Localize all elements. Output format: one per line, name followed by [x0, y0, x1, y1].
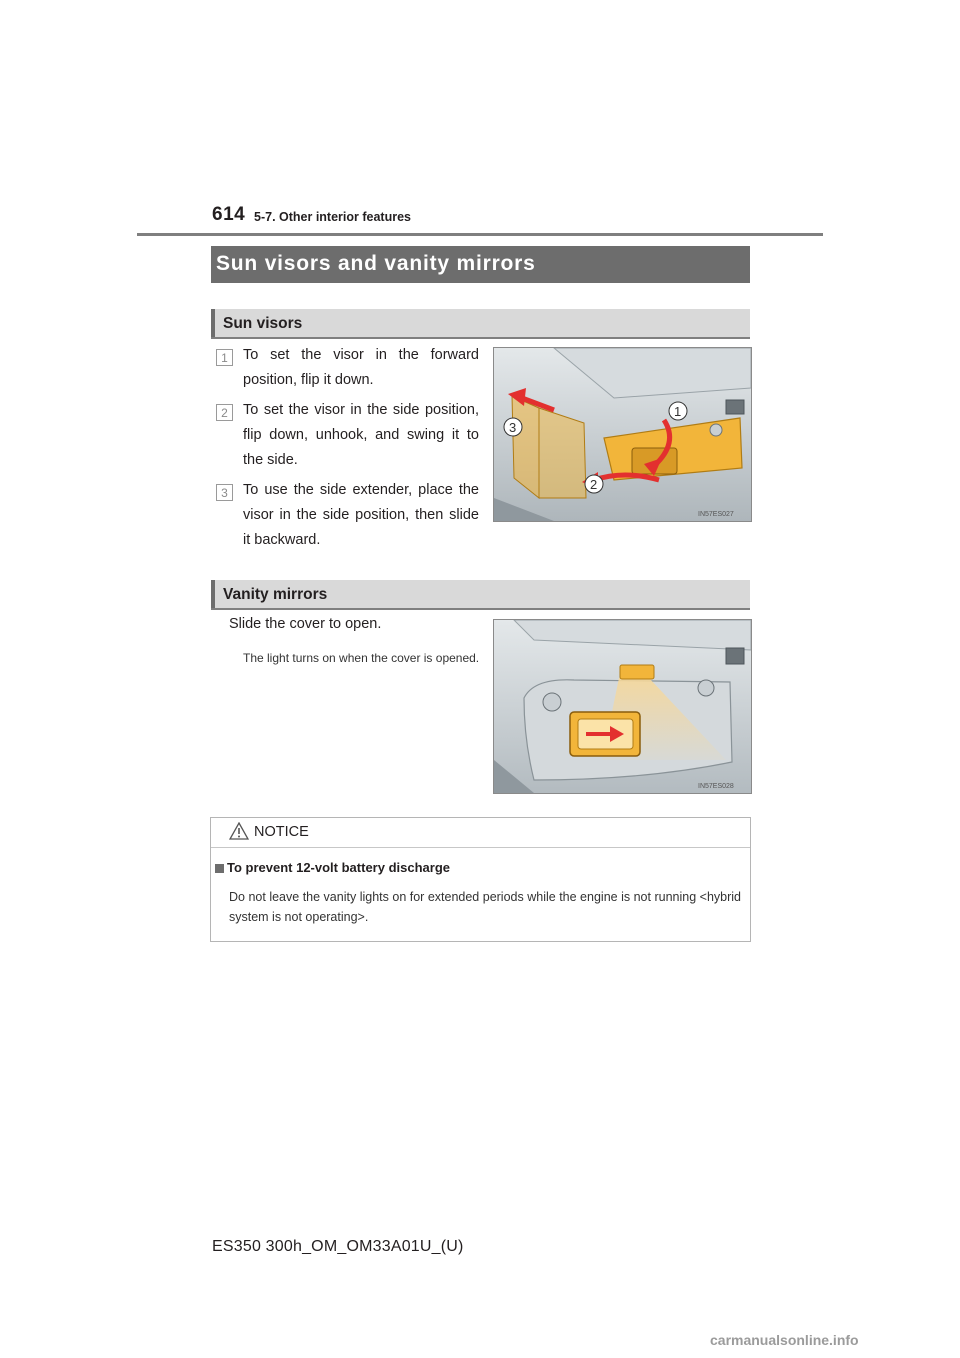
- vanity-mirrors-heading: Vanity mirrors: [223, 586, 328, 603]
- step-number-3: 3: [216, 484, 233, 501]
- heading-underline: [211, 608, 750, 610]
- warning-icon: [229, 822, 249, 840]
- vanity-mirror-illustration: [493, 619, 752, 794]
- vanity-instruction: Slide the cover to open.: [229, 616, 382, 632]
- vanity-mirrors-heading-bar: [211, 580, 750, 608]
- page-title: Sun visors and vanity mirrors: [216, 252, 536, 275]
- heading-stripe: [211, 309, 215, 337]
- svg-text:3: 3: [509, 420, 517, 435]
- sun-visors-heading: Sun visors: [223, 315, 303, 332]
- vanity-mirror-drawing: [494, 620, 751, 793]
- step-number-1: 1: [216, 349, 233, 366]
- watermark: carmanualsonline.info: [710, 1332, 859, 1348]
- header-rule: [137, 233, 823, 236]
- notice-item-title: To prevent 12-volt battery discharge: [227, 860, 450, 875]
- notice-label: NOTICE: [254, 824, 309, 840]
- notice-item-body: Do not leave the vanity lights on for extended periods while the engine is not running <hybrid system is not operating>.: [229, 890, 741, 924]
- page-number: 614: [212, 204, 246, 225]
- sun-visor-drawing: [494, 348, 751, 521]
- svg-text:2: 2: [590, 477, 598, 492]
- step-text-3: To use the side extender, place the visor in the side position, then slide it backward.: [243, 482, 479, 548]
- sun-visor-illustration: [493, 347, 752, 522]
- bullet-square-icon: [215, 864, 224, 873]
- step-text-1: To set the visor in the forward position, flip it down.: [243, 347, 479, 388]
- footer-code: ES350 300h_OM_OM33A01U_(U): [212, 1238, 464, 1255]
- image-code: IN57ES027: [698, 511, 734, 518]
- image-code: IN57ES028: [698, 783, 734, 790]
- sun-visors-heading-bar: [211, 309, 750, 337]
- notice-header: [211, 818, 750, 848]
- heading-underline: [211, 337, 750, 339]
- step-number-2: 2: [216, 404, 233, 421]
- section-label: 5-7. Other interior features: [254, 210, 411, 224]
- title-bar: [211, 246, 750, 283]
- svg-text:1: 1: [674, 404, 682, 419]
- step-text-2: To set the visor in the side position, flip down, unhook, and swing it to the side.: [243, 402, 479, 468]
- heading-stripe: [211, 580, 215, 608]
- vanity-note: The light turns on when the cover is opened.: [243, 651, 480, 665]
- notice-box: [210, 817, 751, 942]
